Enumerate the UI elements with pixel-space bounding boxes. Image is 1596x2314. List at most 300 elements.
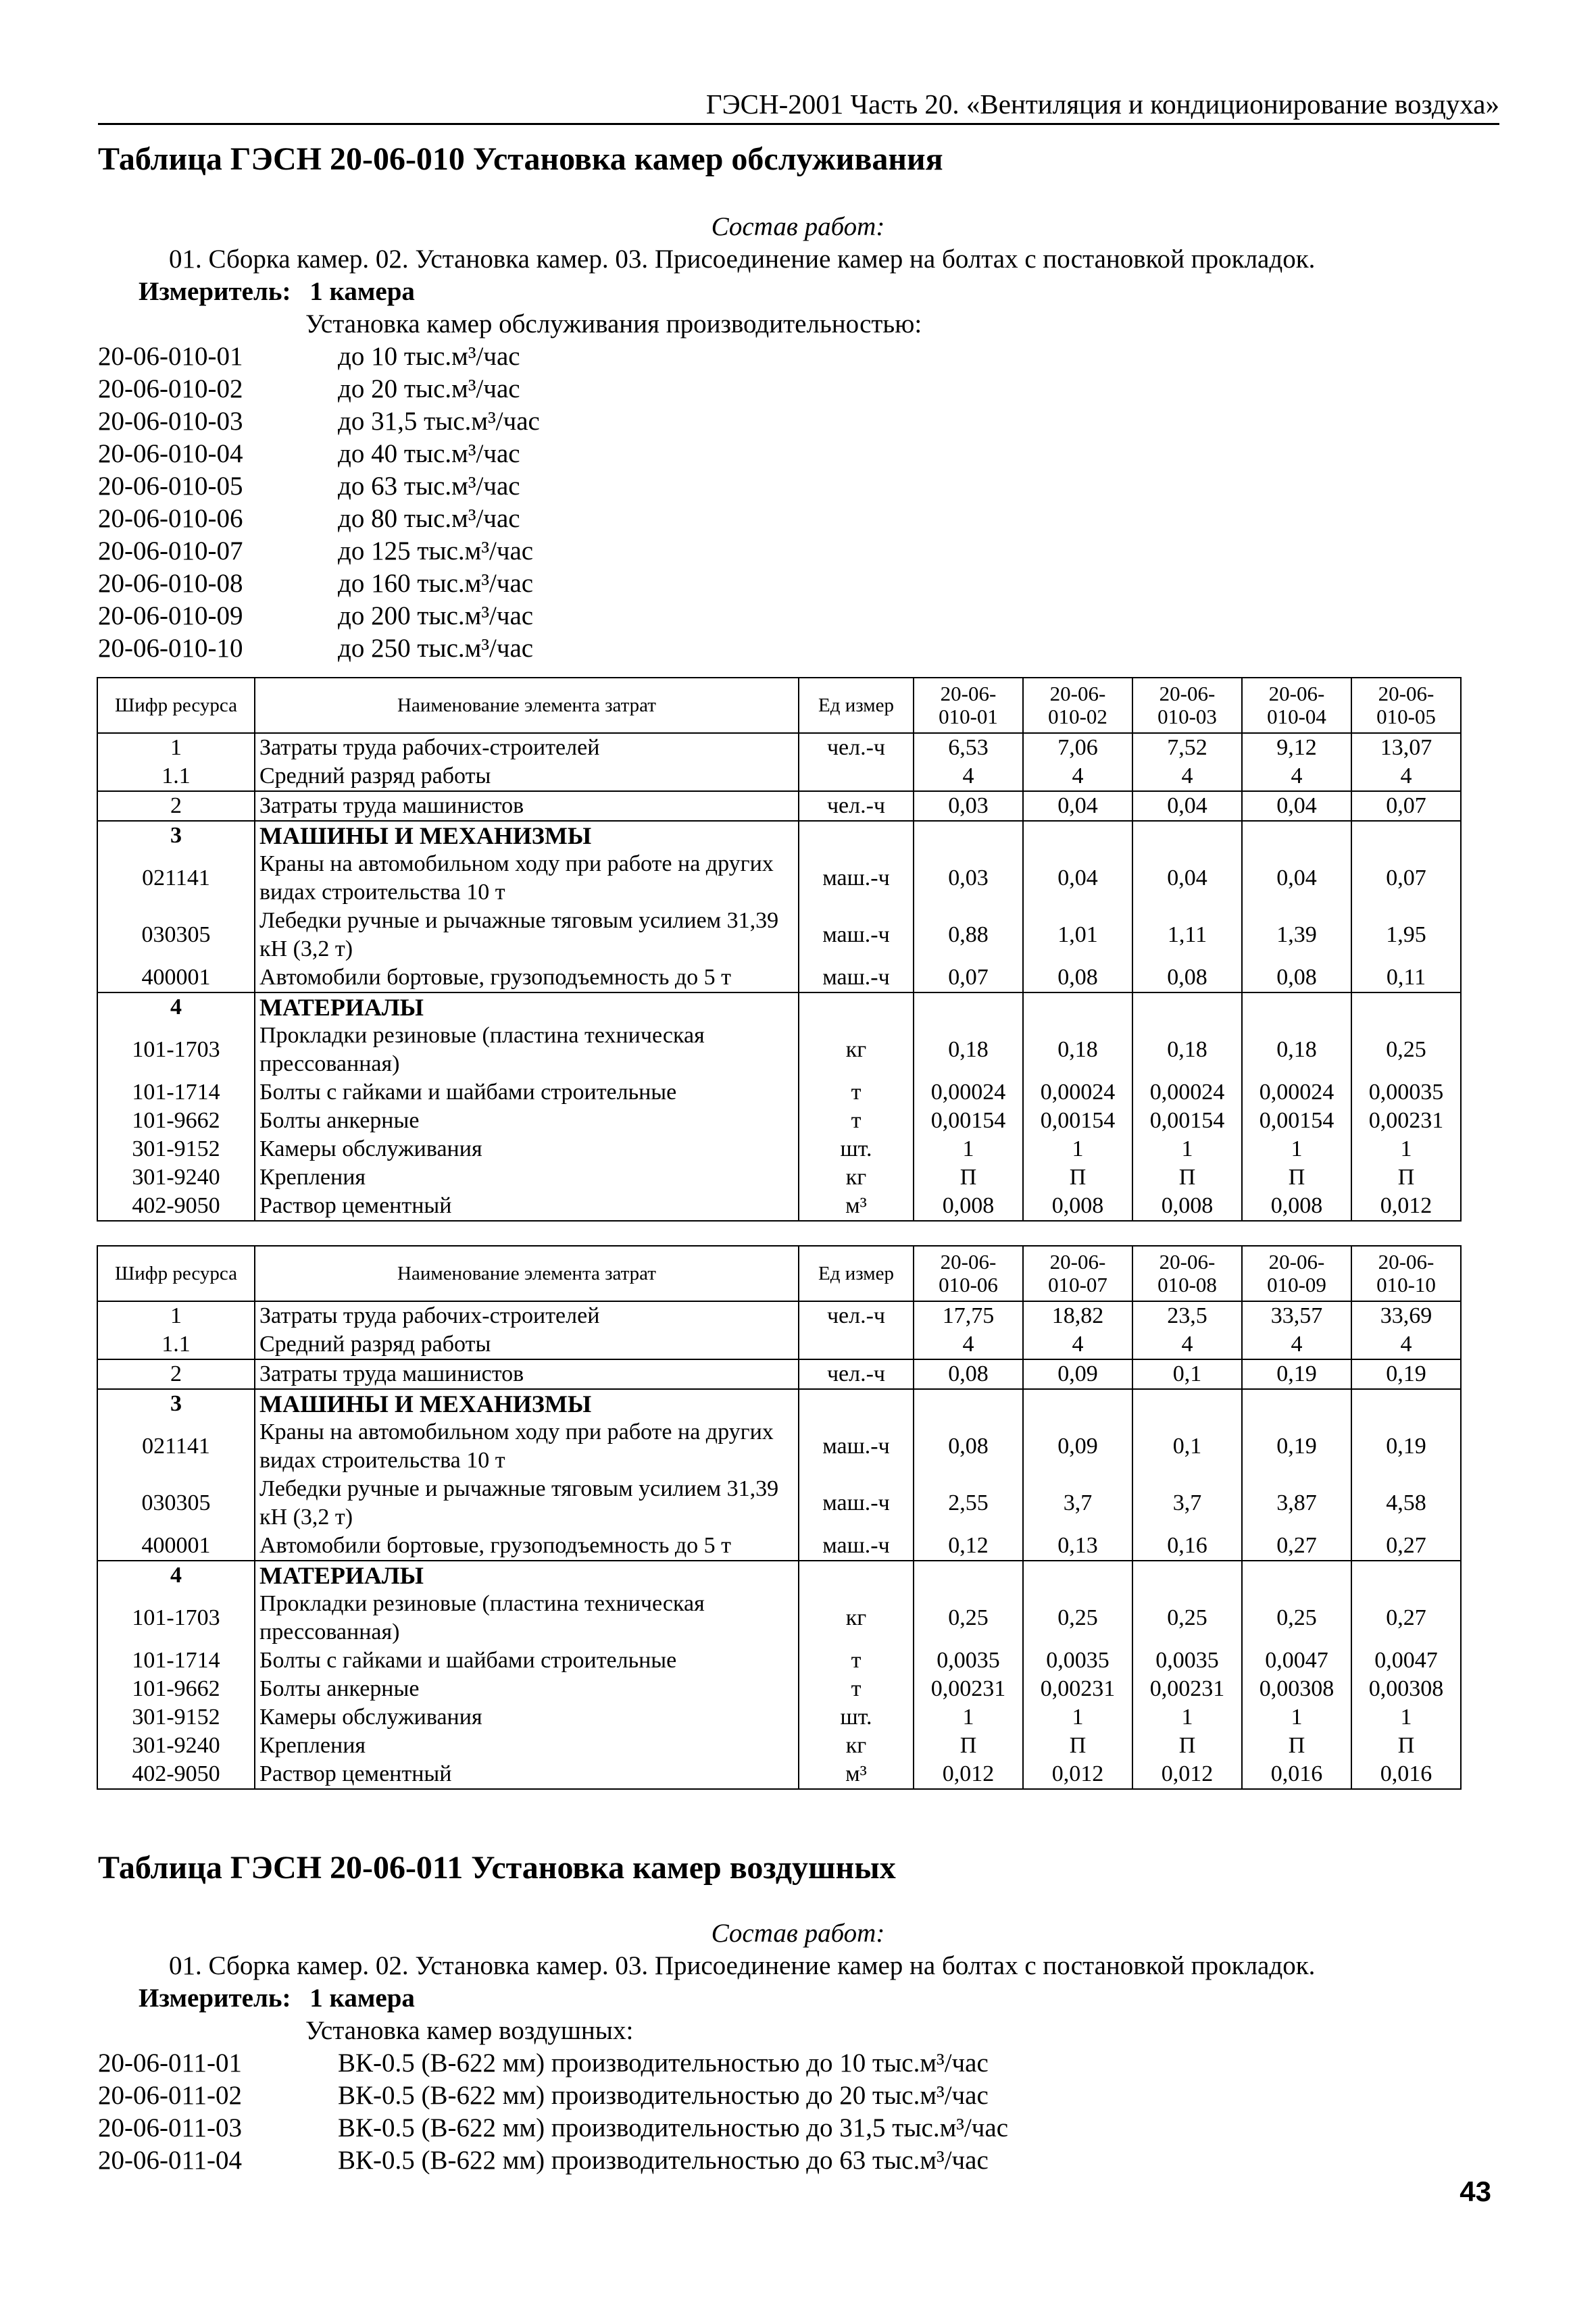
norm-value: 0,00154: [1242, 1107, 1351, 1135]
element-name: Прокладки резиновые (пластина техническая прессованная): [255, 1022, 799, 1078]
section2-meter: [139, 1982, 415, 2015]
norm-value: 3,7: [1132, 1475, 1242, 1532]
resource-code: 101-9662: [97, 1675, 255, 1703]
norm-value: 0,012: [1023, 1760, 1132, 1789]
unit: шт.: [799, 1135, 914, 1163]
norm-value: 0,008: [1132, 1192, 1242, 1221]
resource-code: 400001: [97, 963, 255, 992]
section2-title: Таблица ГЭСН 20-06-011 Установка камер воздушных: [98, 1850, 896, 1886]
element-name: Камеры обслуживания: [255, 1135, 799, 1163]
norm-value: 0,25: [1351, 1022, 1461, 1078]
norm-value: 0,0035: [1023, 1646, 1132, 1675]
norm-value: 1: [1242, 1135, 1351, 1163]
resource-code: 101-1714: [97, 1646, 255, 1675]
norm-value: 0,16: [1132, 1532, 1242, 1561]
norm-value: 0,25: [1242, 1590, 1351, 1646]
table-row: [97, 1418, 1461, 1475]
norm-value: 0,19: [1242, 1418, 1351, 1475]
norm-value: [1132, 1389, 1242, 1418]
table-row: [97, 1359, 1461, 1389]
table-row: [97, 992, 1461, 1022]
header-norm-code: 20-06- 010-09: [1242, 1246, 1351, 1301]
table-row: [97, 733, 1461, 762]
norm-value: 7,52: [1132, 733, 1242, 762]
table-row: [97, 1163, 1461, 1192]
table-row: [97, 1301, 1461, 1330]
norm-value: 4: [1242, 1330, 1351, 1359]
norm-value: 0,19: [1351, 1359, 1461, 1389]
section2-meter-value: 1 камера: [309, 1984, 415, 2013]
norm-value: 0,11: [1351, 963, 1461, 992]
norm-value: 33,57: [1242, 1301, 1351, 1330]
norm-value: 0,00154: [1023, 1107, 1132, 1135]
unit: чел.-ч: [799, 1301, 914, 1330]
norm-value: П: [1023, 1732, 1132, 1760]
norm-value: 3,7: [1023, 1475, 1132, 1532]
resource-code: 1.1: [97, 762, 255, 791]
norm-value: 4: [1023, 1330, 1132, 1359]
norm-value: [1132, 1561, 1242, 1590]
header-resource-code: Шифр ресурса: [97, 678, 255, 733]
unit: м³: [799, 1192, 914, 1221]
norm-value: П: [1351, 1163, 1461, 1192]
norm-value: П: [1132, 1163, 1242, 1192]
norm-value: [1132, 821, 1242, 850]
norm-value: 0,00231: [1132, 1675, 1242, 1703]
element-name: Болты с гайками и шайбами строительные: [255, 1646, 799, 1675]
norm-code: 20-06-011-02: [98, 2081, 243, 2110]
unit: [799, 762, 914, 791]
norm-description: ВК-0.5 (В-622 мм) производительностью до 20 тыс.м³/час: [338, 2081, 989, 2110]
norm-description: до 40 тыс.м³/час: [338, 439, 520, 468]
unit: маш.-ч: [799, 1475, 914, 1532]
norm-description: до 125 тыс.м³/час: [338, 536, 534, 565]
norm-value: 0,25: [1132, 1590, 1242, 1646]
element-name: Лебедки ручные и рычажные тяговым усилием 31,39 кН (3,2 т): [255, 1475, 799, 1532]
norm-value: [1023, 992, 1132, 1022]
element-name: Крепления: [255, 1732, 799, 1760]
unit: маш.-ч: [799, 963, 914, 992]
norm-value: 1,95: [1351, 907, 1461, 963]
element-name: МАТЕРИАЛЫ: [255, 992, 799, 1022]
resource-code: 3: [97, 1389, 255, 1418]
norm-value: 4: [914, 1330, 1023, 1359]
norm-value: 0,00154: [914, 1107, 1023, 1135]
norm-value: 0,04: [1132, 850, 1242, 907]
norm-value: 0,12: [914, 1532, 1023, 1561]
norm-value: 0,00024: [1242, 1078, 1351, 1107]
unit: т: [799, 1675, 914, 1703]
norm-description: до 31,5 тыс.м³/час: [338, 407, 540, 436]
norm-value: [1242, 821, 1351, 850]
table-row: [97, 762, 1461, 791]
norm-value: 0,04: [1023, 850, 1132, 907]
section2-meter-label: Измеритель:: [139, 1984, 291, 2013]
unit: м³: [799, 1760, 914, 1789]
norm-value: П: [1242, 1163, 1351, 1192]
resource-code: 3: [97, 821, 255, 850]
table-row: [97, 1732, 1461, 1760]
element-name: Краны на автомобильном ходу при работе на других видах строительства 10 т: [255, 850, 799, 907]
norm-code: 20-06-010-08: [98, 569, 243, 598]
unit: чел.-ч: [799, 791, 914, 821]
norm-value: 0,04: [1023, 791, 1132, 821]
norm-value: 0,0035: [1132, 1646, 1242, 1675]
norm-value: 0,08: [914, 1359, 1023, 1389]
section2-intro: Установка камер воздушных:: [305, 2016, 634, 2045]
norm-value: 0,016: [1351, 1760, 1461, 1789]
resource-code: 301-9152: [97, 1135, 255, 1163]
unit: маш.-ч: [799, 907, 914, 963]
header-resource-code: Шифр ресурса: [97, 1246, 255, 1301]
norm-code: 20-06-010-04: [98, 439, 243, 468]
norm-value: 2,55: [914, 1475, 1023, 1532]
table-row: [97, 1760, 1461, 1789]
element-name: Затраты труда машинистов: [255, 1359, 799, 1389]
norm-value: 4: [914, 762, 1023, 791]
norm-value: 0,27: [1351, 1532, 1461, 1561]
resource-table-1: [97, 677, 1462, 1222]
norm-value: 33,69: [1351, 1301, 1461, 1330]
norm-code: 20-06-011-01: [98, 2048, 243, 2078]
element-name: Болты анкерные: [255, 1675, 799, 1703]
table-row: [97, 1330, 1461, 1359]
unit: кг: [799, 1022, 914, 1078]
norm-value: 0,18: [1132, 1022, 1242, 1078]
norm-description: ВК-0.5 (В-622 мм) производительностью до 63 тыс.м³/час: [338, 2146, 989, 2175]
norm-value: 0,012: [1132, 1760, 1242, 1789]
norm-value: 0,00024: [1023, 1078, 1132, 1107]
element-name: Прокладки резиновые (пластина техническая прессованная): [255, 1590, 799, 1646]
norm-value: 0,08: [1023, 963, 1132, 992]
norm-value: 17,75: [914, 1301, 1023, 1330]
resource-code: 1: [97, 1301, 255, 1330]
header-unit: Ед измер: [799, 1246, 914, 1301]
norm-value: 4: [1023, 762, 1132, 791]
section2-work-text: 01. Сборка камер. 02. Установка камер. 03. Присоединение камер на болтах с постановкой прокладок.: [169, 1951, 1316, 1980]
element-name: Затраты труда рабочих-строителей: [255, 733, 799, 762]
element-name: Раствор цементный: [255, 1760, 799, 1789]
element-name: МАШИНЫ И МЕХАНИЗМЫ: [255, 821, 799, 850]
norm-value: 0,18: [1242, 1022, 1351, 1078]
norm-description: до 10 тыс.м³/час: [338, 342, 520, 371]
resource-code: 030305: [97, 907, 255, 963]
norm-value: 0,00231: [1023, 1675, 1132, 1703]
page-number: 43: [1460, 2175, 1491, 2207]
norm-value: 0,13: [1023, 1532, 1132, 1561]
element-name: Раствор цементный: [255, 1192, 799, 1221]
norm-value: 4: [1242, 762, 1351, 791]
norm-value: 0,008: [1023, 1192, 1132, 1221]
section1-meter: [139, 276, 415, 308]
norm-value: 0,012: [1351, 1192, 1461, 1221]
norm-value: 0,07: [1351, 850, 1461, 907]
norm-value: [914, 1389, 1023, 1418]
resource-code: 402-9050: [97, 1760, 255, 1789]
norm-value: 0,08: [1132, 963, 1242, 992]
norm-value: П: [1023, 1163, 1132, 1192]
norm-description: до 200 тыс.м³/час: [338, 601, 534, 630]
norm-value: [914, 992, 1023, 1022]
norm-value: 0,012: [914, 1760, 1023, 1789]
table-row: [97, 1107, 1461, 1135]
norm-value: 0,19: [1351, 1418, 1461, 1475]
unit: [799, 992, 914, 1022]
norm-value: 0,04: [1242, 850, 1351, 907]
unit: т: [799, 1107, 914, 1135]
resource-code: 301-9240: [97, 1163, 255, 1192]
unit: маш.-ч: [799, 1418, 914, 1475]
norm-value: [1023, 1561, 1132, 1590]
norm-value: 0,00024: [914, 1078, 1023, 1107]
norm-value: 1,39: [1242, 907, 1351, 963]
running-header: ГЭСН-2001 Часть 20. «Вентиляция и кондиционирование воздуха»: [98, 86, 1499, 125]
norm-value: 0,27: [1351, 1590, 1461, 1646]
norm-value: 0,0047: [1242, 1646, 1351, 1675]
element-name: Затраты труда рабочих-строителей: [255, 1301, 799, 1330]
norm-value: П: [1351, 1732, 1461, 1760]
header-norm-code: 20-06- 010-05: [1351, 678, 1461, 733]
unit: [799, 1389, 914, 1418]
header-norm-code: 20-06- 010-01: [914, 678, 1023, 733]
header-norm-code: 20-06- 010-02: [1023, 678, 1132, 733]
norm-value: 6,53: [914, 733, 1023, 762]
unit: [799, 1330, 914, 1359]
norm-value: П: [1242, 1732, 1351, 1760]
unit: чел.-ч: [799, 1359, 914, 1389]
norm-value: 4: [1132, 762, 1242, 791]
norm-value: 0,08: [914, 1418, 1023, 1475]
norm-value: 0,03: [914, 791, 1023, 821]
norm-value: 0,88: [914, 907, 1023, 963]
table-row: [97, 1590, 1461, 1646]
norm-value: 0,07: [1351, 791, 1461, 821]
norm-value: 18,82: [1023, 1301, 1132, 1330]
norm-value: 0,00024: [1132, 1078, 1242, 1107]
norm-description: ВК-0.5 (В-622 мм) производительностью до 31,5 тыс.м³/час: [338, 2113, 1009, 2142]
resource-code: 101-9662: [97, 1107, 255, 1135]
norm-value: П: [1132, 1732, 1242, 1760]
norm-value: 0,0047: [1351, 1646, 1461, 1675]
unit: кг: [799, 1163, 914, 1192]
norm-value: 0,008: [1242, 1192, 1351, 1221]
unit: шт.: [799, 1703, 914, 1732]
norm-code: 20-06-010-01: [98, 342, 243, 371]
header-norm-code: 20-06- 010-08: [1132, 1246, 1242, 1301]
norm-value: П: [914, 1163, 1023, 1192]
table-row: [97, 1135, 1461, 1163]
norm-description: до 160 тыс.м³/час: [338, 569, 534, 598]
norm-value: 0,00308: [1351, 1675, 1461, 1703]
resource-code: 101-1703: [97, 1590, 255, 1646]
norm-value: 0,00231: [1351, 1107, 1461, 1135]
norm-value: 1: [1351, 1135, 1461, 1163]
header-norm-code: 20-06- 010-04: [1242, 678, 1351, 733]
norm-value: 0,00231: [914, 1675, 1023, 1703]
header-element-name: Наименование элемента затрат: [255, 1246, 799, 1301]
norm-value: 0,00035: [1351, 1078, 1461, 1107]
norm-value: 23,5: [1132, 1301, 1242, 1330]
norm-value: 3,87: [1242, 1475, 1351, 1532]
element-name: Средний разряд работы: [255, 1330, 799, 1359]
norm-value: 4: [1351, 1330, 1461, 1359]
element-name: Краны на автомобильном ходу при работе на других видах строительства 10 т: [255, 1418, 799, 1475]
resource-code: 301-9152: [97, 1703, 255, 1732]
resource-code: 101-1714: [97, 1078, 255, 1107]
resource-code: 4: [97, 1561, 255, 1590]
table-row: [97, 1475, 1461, 1532]
norm-code: 20-06-011-03: [98, 2113, 243, 2142]
norm-value: 1: [1023, 1703, 1132, 1732]
element-name: Автомобили бортовые, грузоподъемность до 5 т: [255, 963, 799, 992]
norm-value: 0,19: [1242, 1359, 1351, 1389]
norm-value: 0,1: [1132, 1418, 1242, 1475]
norm-code: 20-06-010-09: [98, 601, 243, 630]
table-row: [97, 1078, 1461, 1107]
norm-value: 0,09: [1023, 1418, 1132, 1475]
table-row: [97, 1532, 1461, 1561]
table-row: [97, 907, 1461, 963]
norm-value: 1: [914, 1135, 1023, 1163]
norm-description: до 80 тыс.м³/час: [338, 504, 520, 533]
norm-value: 1: [1242, 1703, 1351, 1732]
element-name: МАТЕРИАЛЫ: [255, 1561, 799, 1590]
norm-value: 0,27: [1242, 1532, 1351, 1561]
header-norm-code: 20-06- 010-06: [914, 1246, 1023, 1301]
resource-code: 4: [97, 992, 255, 1022]
norm-value: 0,008: [914, 1192, 1023, 1221]
norm-value: [1132, 992, 1242, 1022]
norm-value: [914, 1561, 1023, 1590]
norm-description: до 250 тыс.м³/час: [338, 634, 534, 663]
norm-code: 20-06-010-06: [98, 504, 243, 533]
norm-value: 4: [1351, 762, 1461, 791]
norm-code: 20-06-010-10: [98, 634, 243, 663]
table-row: [97, 1646, 1461, 1675]
norm-value: [1351, 992, 1461, 1022]
norm-value: [1023, 821, 1132, 850]
norm-description: до 63 тыс.м³/час: [338, 472, 520, 501]
norm-value: [1242, 1561, 1351, 1590]
section1-title: Таблица ГЭСН 20-06-010 Установка камер обслуживания: [98, 141, 943, 177]
resource-code: 402-9050: [97, 1192, 255, 1221]
table-row: [97, 1703, 1461, 1732]
header-unit: Ед измер: [799, 678, 914, 733]
section1-work-text: 01. Сборка камер. 02. Установка камер. 03. Присоединение камер на болтах с постановкой прокладок.: [169, 245, 1316, 274]
resource-table-2: [97, 1245, 1462, 1790]
resource-code: 301-9240: [97, 1732, 255, 1760]
resource-code: 1.1: [97, 1330, 255, 1359]
table-row: [97, 963, 1461, 992]
norm-description: ВК-0.5 (В-622 мм) производительностью до 10 тыс.м³/час: [338, 2048, 989, 2078]
norm-value: 0,04: [1132, 791, 1242, 821]
norm-value: [914, 821, 1023, 850]
resource-code: 030305: [97, 1475, 255, 1532]
norm-value: 0,07: [914, 963, 1023, 992]
element-name: Автомобили бортовые, грузоподъемность до 5 т: [255, 1532, 799, 1561]
unit: [799, 1561, 914, 1590]
norm-value: 0,18: [914, 1022, 1023, 1078]
resource-code: 400001: [97, 1532, 255, 1561]
norm-value: [1351, 821, 1461, 850]
norm-value: 0,18: [1023, 1022, 1132, 1078]
element-name: Крепления: [255, 1163, 799, 1192]
norm-value: 1,11: [1132, 907, 1242, 963]
element-name: Камеры обслуживания: [255, 1703, 799, 1732]
norm-value: 1: [1351, 1703, 1461, 1732]
norm-value: 0,25: [914, 1590, 1023, 1646]
resource-code: 021141: [97, 1418, 255, 1475]
norm-value: 0,00308: [1242, 1675, 1351, 1703]
resource-code: 101-1703: [97, 1022, 255, 1078]
unit: чел.-ч: [799, 733, 914, 762]
norm-value: 0,08: [1242, 963, 1351, 992]
norm-value: [1351, 1389, 1461, 1418]
norm-value: 7,06: [1023, 733, 1132, 762]
unit: маш.-ч: [799, 850, 914, 907]
element-name: Затраты труда машинистов: [255, 791, 799, 821]
table-row: [97, 1389, 1461, 1418]
table-row: [97, 1192, 1461, 1221]
norm-value: 1: [1023, 1135, 1132, 1163]
norm-code: 20-06-010-02: [98, 374, 243, 403]
section2-work-heading: Состав работ:: [711, 1919, 885, 1948]
header-element-name: Наименование элемента затрат: [255, 678, 799, 733]
unit: кг: [799, 1590, 914, 1646]
element-name: Лебедки ручные и рычажные тяговым усилием 31,39 кН (3,2 т): [255, 907, 799, 963]
norm-code: 20-06-010-07: [98, 536, 243, 565]
norm-value: [1242, 992, 1351, 1022]
norm-code: 20-06-011-04: [98, 2146, 243, 2175]
norm-value: 0,04: [1242, 791, 1351, 821]
norm-description: до 20 тыс.м³/час: [338, 374, 520, 403]
norm-value: [1351, 1561, 1461, 1590]
header-norm-code: 20-06- 010-07: [1023, 1246, 1132, 1301]
norm-value: [1023, 1389, 1132, 1418]
table-row: [97, 1561, 1461, 1590]
element-name: МАШИНЫ И МЕХАНИЗМЫ: [255, 1389, 799, 1418]
norm-value: 0,03: [914, 850, 1023, 907]
header-norm-code: 20-06- 010-03: [1132, 678, 1242, 733]
resource-code: 021141: [97, 850, 255, 907]
norm-value: 0,0035: [914, 1646, 1023, 1675]
norm-value: 4: [1132, 1330, 1242, 1359]
unit: т: [799, 1646, 914, 1675]
table-row: [97, 850, 1461, 907]
resource-code: 2: [97, 791, 255, 821]
norm-value: 1: [1132, 1703, 1242, 1732]
section1-meter-label: Измеритель:: [139, 277, 291, 306]
element-name: Средний разряд работы: [255, 762, 799, 791]
norm-value: 13,07: [1351, 733, 1461, 762]
table-row: [97, 1022, 1461, 1078]
table-row: [97, 821, 1461, 850]
resource-code: 2: [97, 1359, 255, 1389]
section1-work-heading: Состав работ:: [711, 212, 885, 241]
norm-value: 0,09: [1023, 1359, 1132, 1389]
resource-code: 1: [97, 733, 255, 762]
norm-value: 1: [1132, 1135, 1242, 1163]
norm-code: 20-06-010-03: [98, 407, 243, 436]
norm-value: 0,1: [1132, 1359, 1242, 1389]
table-row: [97, 1675, 1461, 1703]
element-name: Болты с гайками и шайбами строительные: [255, 1078, 799, 1107]
norm-code: 20-06-010-05: [98, 472, 243, 501]
norm-value: [1242, 1389, 1351, 1418]
section1-intro: Установка камер обслуживания производительностью:: [305, 309, 922, 338]
norm-value: П: [914, 1732, 1023, 1760]
norm-value: 1: [914, 1703, 1023, 1732]
